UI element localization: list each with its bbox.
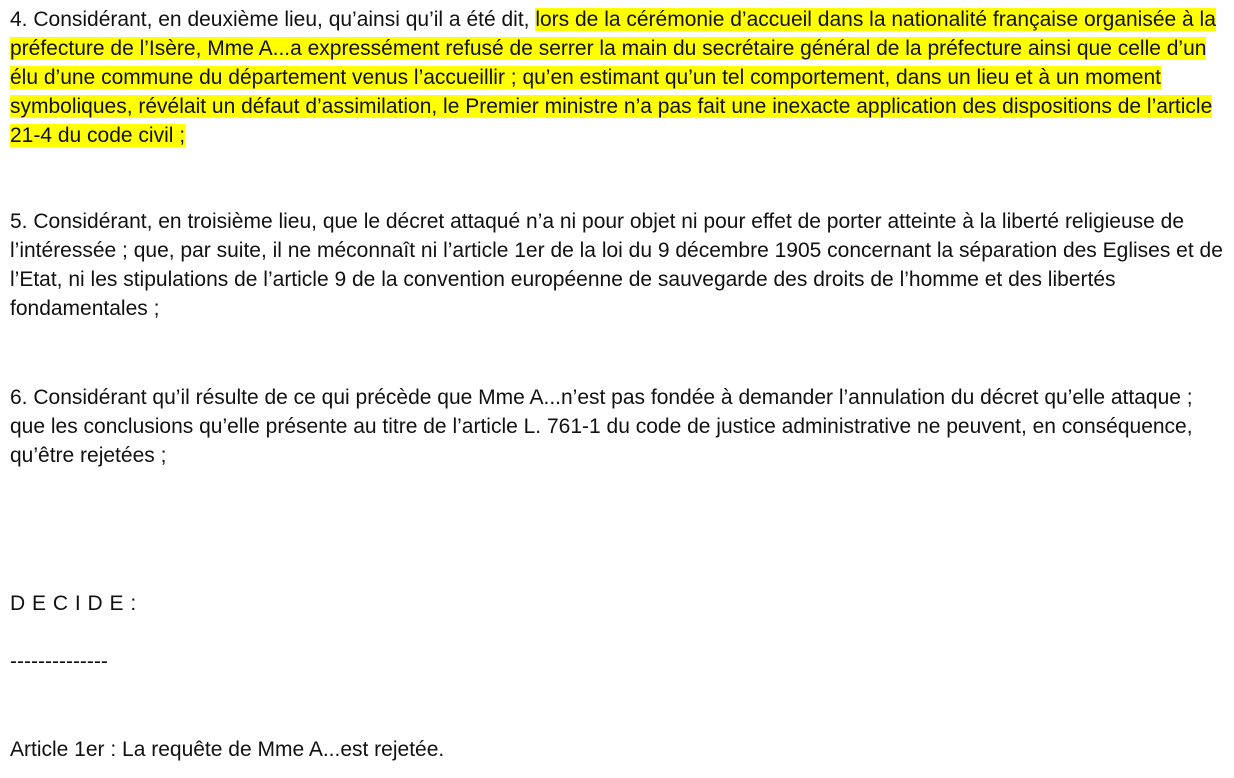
- paragraph-4: [10, 5, 1228, 150]
- article-1: Article 1er : La requête de Mme A...est rejetée.: [10, 738, 445, 761]
- decide-heading: D E C I D E :: [10, 592, 137, 615]
- paragraph-5: 5. Considérant, en troisième lieu, que le décret attaqué n’a ni pour objet ni pour effet de porter atteinte à la liberté religieuse de l’intéressée ; que, par suite, il ne méconnaît ni l’article 1er de la loi du 9 décembre 1905 concernant la séparation des Eglises et de l’Etat, ni les stipulations de l’article 9 de la convention européenne de sauvegarde des droits de l’homme et des libertés fondamentales ;: [10, 210, 1223, 320]
- paragraph-6: 6. Considérant qu’il résulte de ce qui précède que Mme A...n’est pas fondée à demander l’annulation du décret qu’elle attaque ; que les conclusions qu’elle présente au titre de l’article L. 761-1 du code de justice administrative ne peuvent, en conséquence, qu’être rejetées ;: [10, 386, 1193, 467]
- highlighted-passage: lors de la cérémonie d’accueil dans la nationalité française organisée à la préfecture de l’Isère, Mme A...a expressément refusé de serrer la main du secrétaire général de la préfecture ainsi que celle d’un élu d’une commune du département venus l’accueillir ; qu’en estimant qu’un tel comportement, dans un lieu et à un moment symboliques, révélait un défaut d’assimilation, le Premier ministre n’a pas fait une inexacte application des dispositions de l’article 21-4 du code civil ;: [10, 8, 1216, 147]
- separator-line: --------------: [10, 650, 108, 673]
- paragraph-4-lead: 4. Considérant, en deuxième lieu, qu’ainsi qu’il a été dit,: [10, 8, 536, 31]
